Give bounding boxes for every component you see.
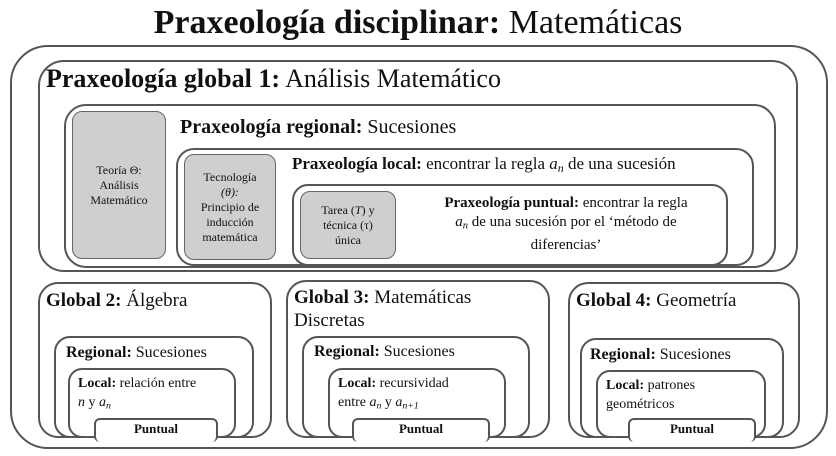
- puntual2-label: Puntual: [133, 421, 179, 436]
- regional3-title: Regional: Sucesiones: [314, 343, 455, 360]
- puntual3-label: Puntual: [398, 421, 444, 436]
- puntual1-text: Praxeología puntual: encontrar la regla $a_n$ de una sucesión por el ‘método de diferencias’: [444, 195, 688, 253]
- tecnologia-box: Tecnología (θ): Principio de inducción matemática: [184, 154, 276, 260]
- regional4-title: Regional: Sucesiones: [590, 346, 731, 363]
- puntual4-label: Puntual: [669, 421, 715, 436]
- regional2-title: Regional: Sucesiones: [66, 344, 207, 361]
- local2-text: Local: relación entre n y $a_n$: [78, 376, 197, 412]
- global1-title: Praxeología global 1: Análisis Matemático: [46, 64, 501, 93]
- tarea-box: Tarea (T) y técnica (τ) única: [300, 191, 396, 259]
- regional1-title: Praxeología regional: Sucesiones: [180, 116, 457, 138]
- disciplinar-title: Praxeología disciplinar: Matemáticas: [153, 4, 683, 41]
- local4-text: Local: patrones geométricos: [606, 378, 696, 412]
- teoria-box: Teoría Θ: Análisis Matemático: [72, 111, 166, 259]
- global4-title: Global 4: Geometría: [576, 290, 737, 311]
- global3-title: Global 3: Matemáticas Discretas: [294, 287, 472, 331]
- local3-text: Local: recursividad entre $a_n$ y $a_{n+1}$: [338, 376, 449, 412]
- local1-title: Praxeología local: encontrar la regla $a_n$ de una sucesión: [292, 154, 676, 175]
- global2-title: Global 2: Álgebra: [46, 290, 188, 311]
